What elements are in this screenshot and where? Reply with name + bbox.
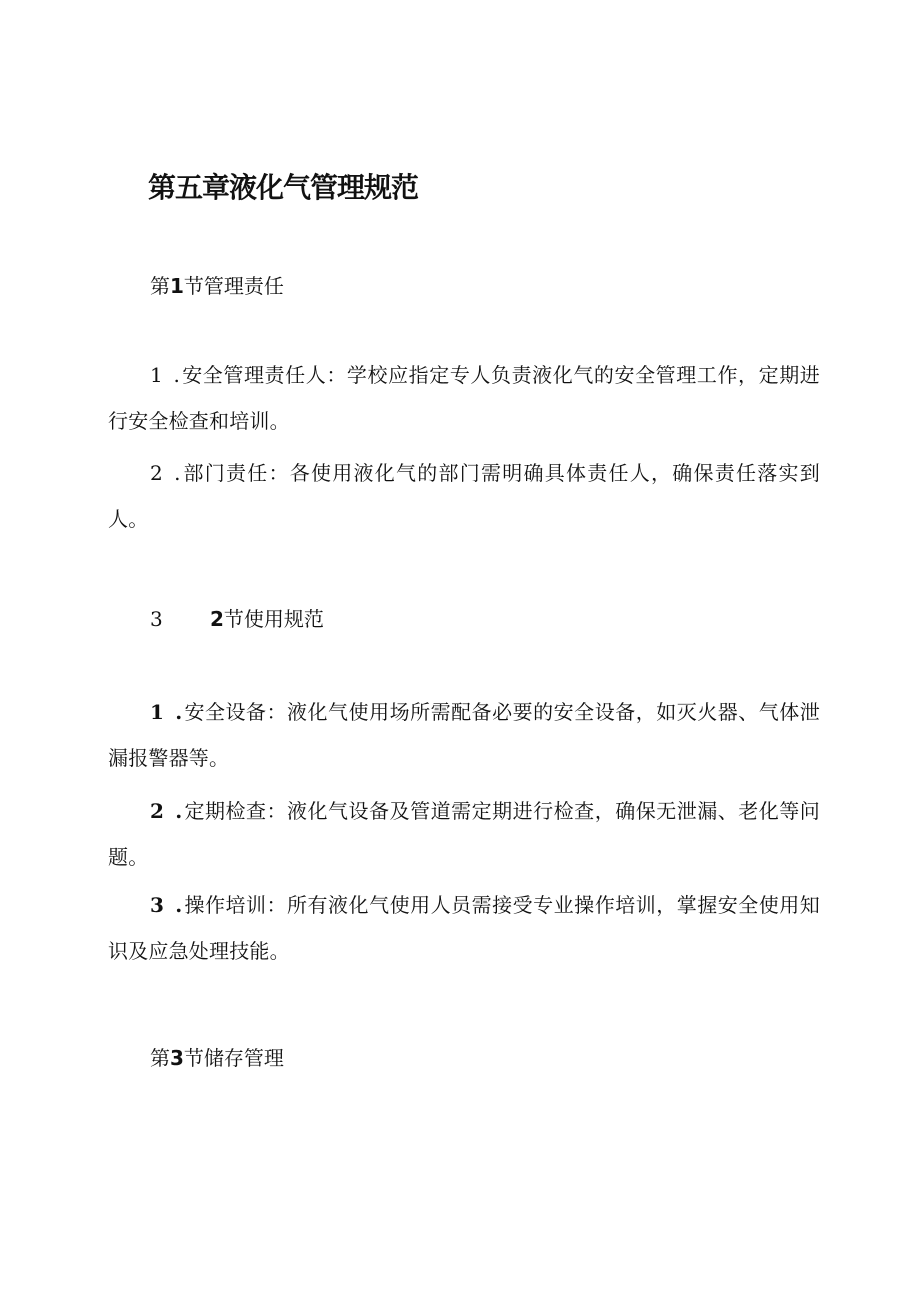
section-heading-2: [150, 603, 324, 632]
section-number: 2: [210, 607, 224, 631]
item-text: 操作培训：所有液化气使用人员需接受专业操作培训，掌握安全使用知识及应急处理技能。: [108, 893, 820, 963]
section-title: 节储存管理: [183, 1046, 284, 1070]
section-title: 节管理责任: [183, 274, 284, 298]
item-text: 部门责任：各使用液化气的部门需明确具体责任人，确保责任落实到人。: [108, 461, 820, 531]
item-marker: 1 .: [150, 700, 185, 724]
section-heading-1: [150, 270, 284, 299]
item-text: 定期检查：液化气设备及管道需定期进行检查，确保无泄漏、老化等问题。: [108, 799, 820, 869]
section-prefix: 第: [150, 274, 170, 298]
section-heading-3: [150, 1042, 284, 1071]
item-text: 安全管理责任人：学校应指定专人负责液化气的安全管理工作，定期进行安全检查和培训。: [108, 363, 820, 433]
section-number: 1: [170, 274, 184, 298]
list-item: [108, 788, 820, 880]
list-item: [108, 882, 820, 974]
section-number: 3: [170, 1046, 184, 1070]
list-item: [108, 689, 820, 781]
chapter-title: 第五章液化气管理规范: [148, 171, 419, 204]
section-lead-number: 3: [150, 607, 163, 631]
section-prefix: 第: [150, 1046, 170, 1070]
item-marker: 2 .: [150, 799, 185, 823]
item-marker: 3 .: [150, 893, 185, 917]
list-item: [108, 352, 820, 444]
list-item: [108, 450, 820, 542]
item-marker: 1 .: [150, 363, 182, 387]
item-text: 安全设备：液化气使用场所需配备必要的安全设备，如灭火器、气体泄漏报警器等。: [108, 700, 820, 770]
item-marker: 2 .: [150, 461, 183, 485]
section-title: 节使用规范: [223, 607, 324, 631]
